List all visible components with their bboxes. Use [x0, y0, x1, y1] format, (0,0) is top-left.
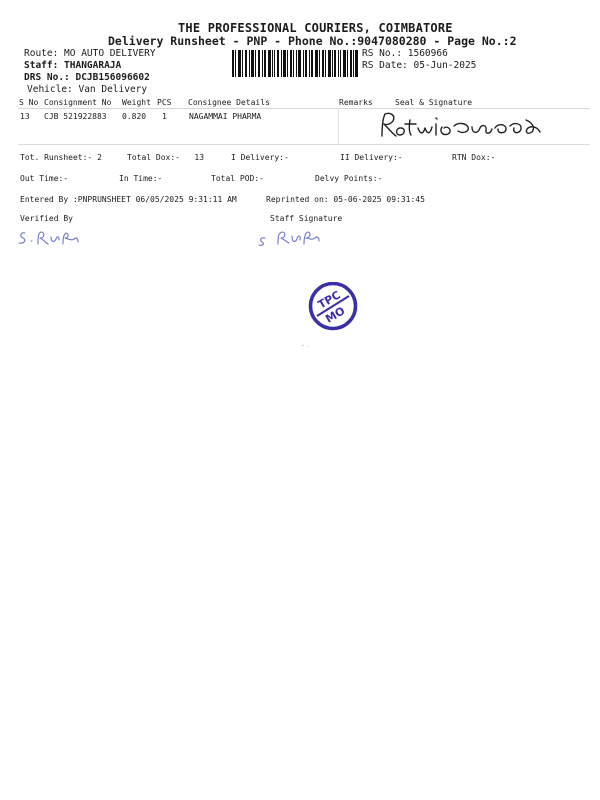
- delvy-points: Delvy Points:-: [315, 174, 383, 183]
- entered-by: Entered By :PNPRUNSHEET 06/05/2025 9:31:11 AM: [20, 195, 237, 204]
- col-header-pcs: PCS: [157, 98, 172, 107]
- verified-by-label: Verified By: [20, 214, 73, 223]
- vehicle-label: Vehicle: Van Delivery: [27, 84, 148, 95]
- table-header-divider: [18, 108, 590, 109]
- stamp-line-1: TPC: [315, 288, 343, 312]
- total-dox: Total Dox:- 13: [127, 153, 205, 162]
- tot-runsheet: Tot. Runsheet:- 2: [20, 153, 102, 162]
- row-consignment: CJB 521922883: [44, 112, 107, 121]
- col-header-consignment: Consignment No: [44, 98, 112, 107]
- barcode: [232, 50, 358, 77]
- col-header-seal: Seal & Signature: [395, 98, 473, 107]
- paper-speck: [307, 346, 308, 347]
- drs-number: DRS No.: DCJB156096602: [24, 72, 150, 83]
- runsheet-title: Delivery Runsheet - PNP - Phone No.:9047080280 - Page No.:2: [108, 34, 517, 48]
- table-row-divider: [18, 144, 590, 145]
- staff-signature: [256, 226, 324, 248]
- staff-label: Staff: THANGARAJA: [24, 60, 122, 71]
- stamp-line-2: MO: [323, 304, 348, 326]
- receiver-signature: [376, 110, 551, 142]
- rs-number: RS No.: 1560966: [362, 48, 448, 59]
- row-pcs: 1: [162, 112, 167, 121]
- reprinted-on: Reprinted on: 05-06-2025 09:31:45: [266, 195, 425, 204]
- route-label: Route: MO AUTO DELIVERY: [24, 48, 156, 59]
- tpc-stamp: [301, 282, 365, 332]
- rtn-dox: RTN Dox:-: [452, 153, 496, 162]
- row-weight: 0.820: [122, 112, 147, 121]
- row-sno: 13: [20, 112, 30, 121]
- company-name: THE PROFESSIONAL COURIERS, COIMBATORE: [178, 21, 453, 35]
- row-consignee: NAGAMMAI PHARMA: [189, 112, 262, 121]
- col-header-sno: S No: [19, 98, 39, 107]
- out-time: Out Time:-: [20, 174, 69, 183]
- paper-speck: [302, 345, 304, 346]
- verified-by-signature: [16, 226, 82, 248]
- col-header-remarks: Remarks: [339, 98, 373, 107]
- total-pod: Total POD:-: [211, 174, 264, 183]
- rs-date: RS Date: 05-Jun-2025: [362, 60, 477, 71]
- remarks-column-line: [338, 110, 339, 144]
- col-header-weight: Weight: [122, 98, 151, 107]
- ii-delivery: II Delivery:-: [340, 153, 403, 162]
- col-header-consignee: Consignee Details: [188, 98, 270, 107]
- in-time: In Time:-: [119, 174, 163, 183]
- i-delivery: I Delivery:-: [231, 153, 289, 162]
- staff-signature-label: Staff Signature: [270, 214, 343, 223]
